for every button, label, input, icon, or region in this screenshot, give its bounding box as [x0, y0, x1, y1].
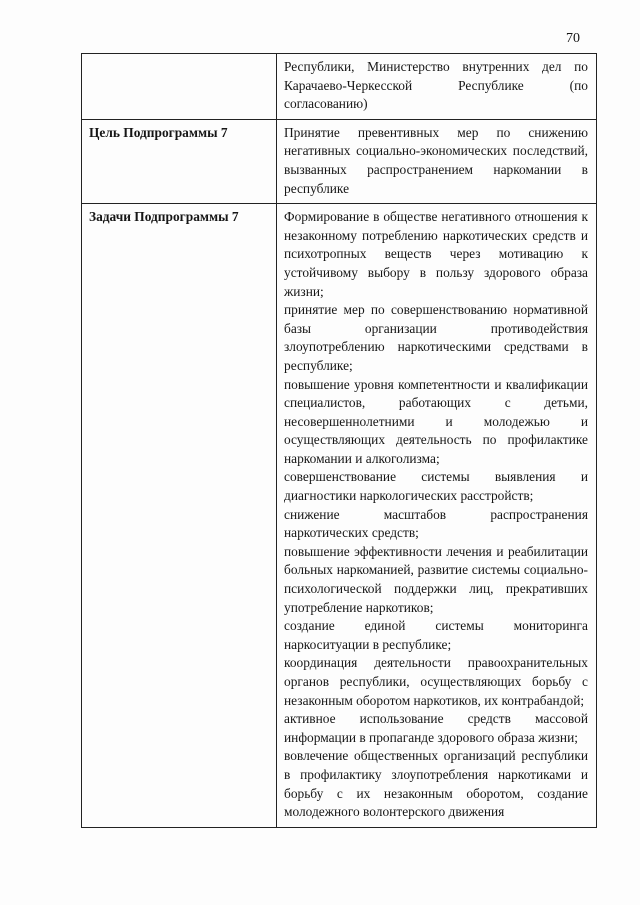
task-item: принятие мер по совершенствованию нормативной базы организации противодействия злоупотреблению наркотическими средствами в республике; [284, 302, 588, 373]
goal-text: Принятие превентивных мер по снижению негативных социально-экономических последствий, вызванных распространением наркомании в республике [284, 124, 588, 196]
goal-label: Цель Подпрограммы 7 [82, 119, 277, 203]
task-item: Формирование в обществе негативного отношения к незаконному потреблению наркотических средств и психотропных веществ через мотивацию к устойчивому выбору в пользу здорового образа жизни; [284, 209, 588, 299]
task-item: снижение масштабов распространения наркотических средств; [284, 506, 588, 541]
task-item: повышение эффективности лечения и реабилитации больных наркоманией, развитие системы социально-психологической поддержки лиц, прекративших употребление наркотиков; [284, 543, 588, 615]
row-label-cell [82, 54, 277, 120]
table-row [82, 204, 597, 828]
task-item: вовлечение общественных организаций республики в профилактику злоупотребления наркотиками и борьбу с их незаконным оборотом, создание молодежного волонтерского движения [284, 748, 588, 820]
page-number: 70 [566, 31, 580, 46]
task-item: создание единой системы мониторинга наркоситуации в республике; [284, 618, 588, 652]
executors-continuation-text: Республики, Министерство внутренних дел по Карачаево-Черкесской Республике (по согласованию) [284, 59, 588, 112]
tasks-label: Задачи Подпрограммы 7 [82, 204, 277, 828]
row-text-cell [277, 54, 597, 120]
task-item: координация деятельности правоохранительных органов республики, осуществляющих борьбу с незаконным оборотом наркотиков, их контрабандой; [284, 655, 588, 708]
task-item: активное использование средств массовой информации в пропаганде здорового образа жизни; [284, 711, 588, 745]
task-item: повышение уровня компетентности и квалификации специалистов, работающих с детьми, несовершеннолетними и молодежью и осуществляющих деятельность по профилактике наркомании и алкоголизма; [284, 376, 588, 466]
subprogram-passport-table [81, 53, 597, 828]
task-item: совершенствование системы выявления и диагностики наркологических расстройств; [284, 469, 588, 504]
row-text-cell [277, 119, 597, 203]
table-row [82, 54, 597, 120]
tasks-list [277, 204, 597, 828]
table-row [82, 119, 597, 203]
